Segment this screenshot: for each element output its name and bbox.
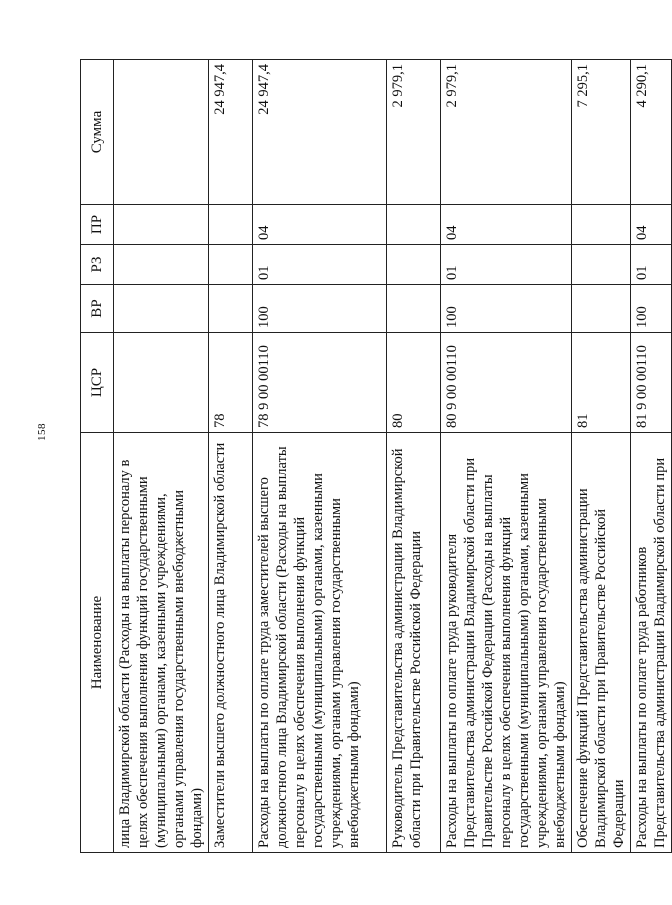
header-pr: ПР [81,205,114,245]
row-sum: 2 979,1 [387,60,441,205]
row-name: Обеспечение функций Представительства администрации Владимирской области при Правительстве Российской Федерации [572,433,631,853]
table-row [441,60,572,853]
header-name: Наименование [81,433,114,853]
row-vr: 100 [253,285,387,333]
row-csr: 80 9 00 00110 [441,333,572,433]
row-rz: 01 [253,245,387,285]
row-rz: 01 [441,245,572,285]
table-row [572,60,631,853]
table-row [114,60,209,853]
row-pr: 04 [441,205,572,245]
row-sum [114,60,209,205]
row-name: Руководитель Представительства администрации Владимирской области при Правительстве Российской Федерации [387,433,441,853]
row-csr: 81 [572,333,631,433]
row-name: Заместители высшего должностного лица Владимирской области [209,433,253,853]
row-sum: 2 979,1 [441,60,572,205]
row-name: Расходы на выплаты по оплате труда заместителей высшего должностного лица Владимирской области (Расходы на выплаты персоналу в целях обеспечения выполнения функций государственными (муниципальными) органами, казенными учреждениями, органами управления государственными внебюджетными фондами) [253,433,387,853]
row-pr [114,205,209,245]
row-rz [387,245,441,285]
row-pr [387,205,441,245]
row-pr [572,205,631,245]
row-vr: 100 [631,285,672,333]
row-rz [209,245,253,285]
row-rz [572,245,631,285]
row-sum: 24 947,4 [209,60,253,205]
row-pr [209,205,253,245]
header-rz: РЗ [81,245,114,285]
row-name: Расходы на выплаты по оплате труда руководителя Представительства администрации Владимирской области при Правительстве Российской Федерации (Расходы на выплаты персоналу в целях обеспечения выполнения функций государственными (муниципальными) органами, казенными учреждениями, органами управления государственными внебюджетными фондами) [441,433,572,853]
row-csr: 78 9 00 00110 [253,333,387,433]
row-name: Расходы на выплаты по оплате труда работников Представительства администрации Владимирской области при [631,433,672,853]
table-row [631,60,672,853]
table-row [209,60,253,853]
table-row [253,60,387,853]
row-csr: 78 [209,333,253,433]
header-csr: ЦСР [81,333,114,433]
row-sum: 7 295,1 [572,60,631,205]
row-name: лица Владимирской области (Расходы на выплаты персоналу в целях обеспечения выполнения функций государственными (муниципальными) органами, казенными учреждениями, органами управления государственными внебюджетными фондами) [114,433,209,853]
budget-table [80,59,672,853]
page-number: 158 [36,423,48,441]
row-sum: 24 947,4 [253,60,387,205]
row-csr [114,333,209,433]
row-csr: 81 9 00 00110 [631,333,672,433]
row-rz [114,245,209,285]
row-csr: 80 [387,333,441,433]
row-rz: 01 [631,245,672,285]
row-vr: 100 [441,285,572,333]
row-vr [387,285,441,333]
budget-table-container [80,60,668,853]
row-pr: 04 [631,205,672,245]
row-vr [209,285,253,333]
row-vr [114,285,209,333]
row-pr: 04 [253,205,387,245]
row-vr [572,285,631,333]
header-sum: Сумма [81,60,114,205]
header-vr: ВР [81,285,114,333]
table-header-row [81,60,114,853]
table-row [387,60,441,853]
row-sum: 4 290,1 [631,60,672,205]
